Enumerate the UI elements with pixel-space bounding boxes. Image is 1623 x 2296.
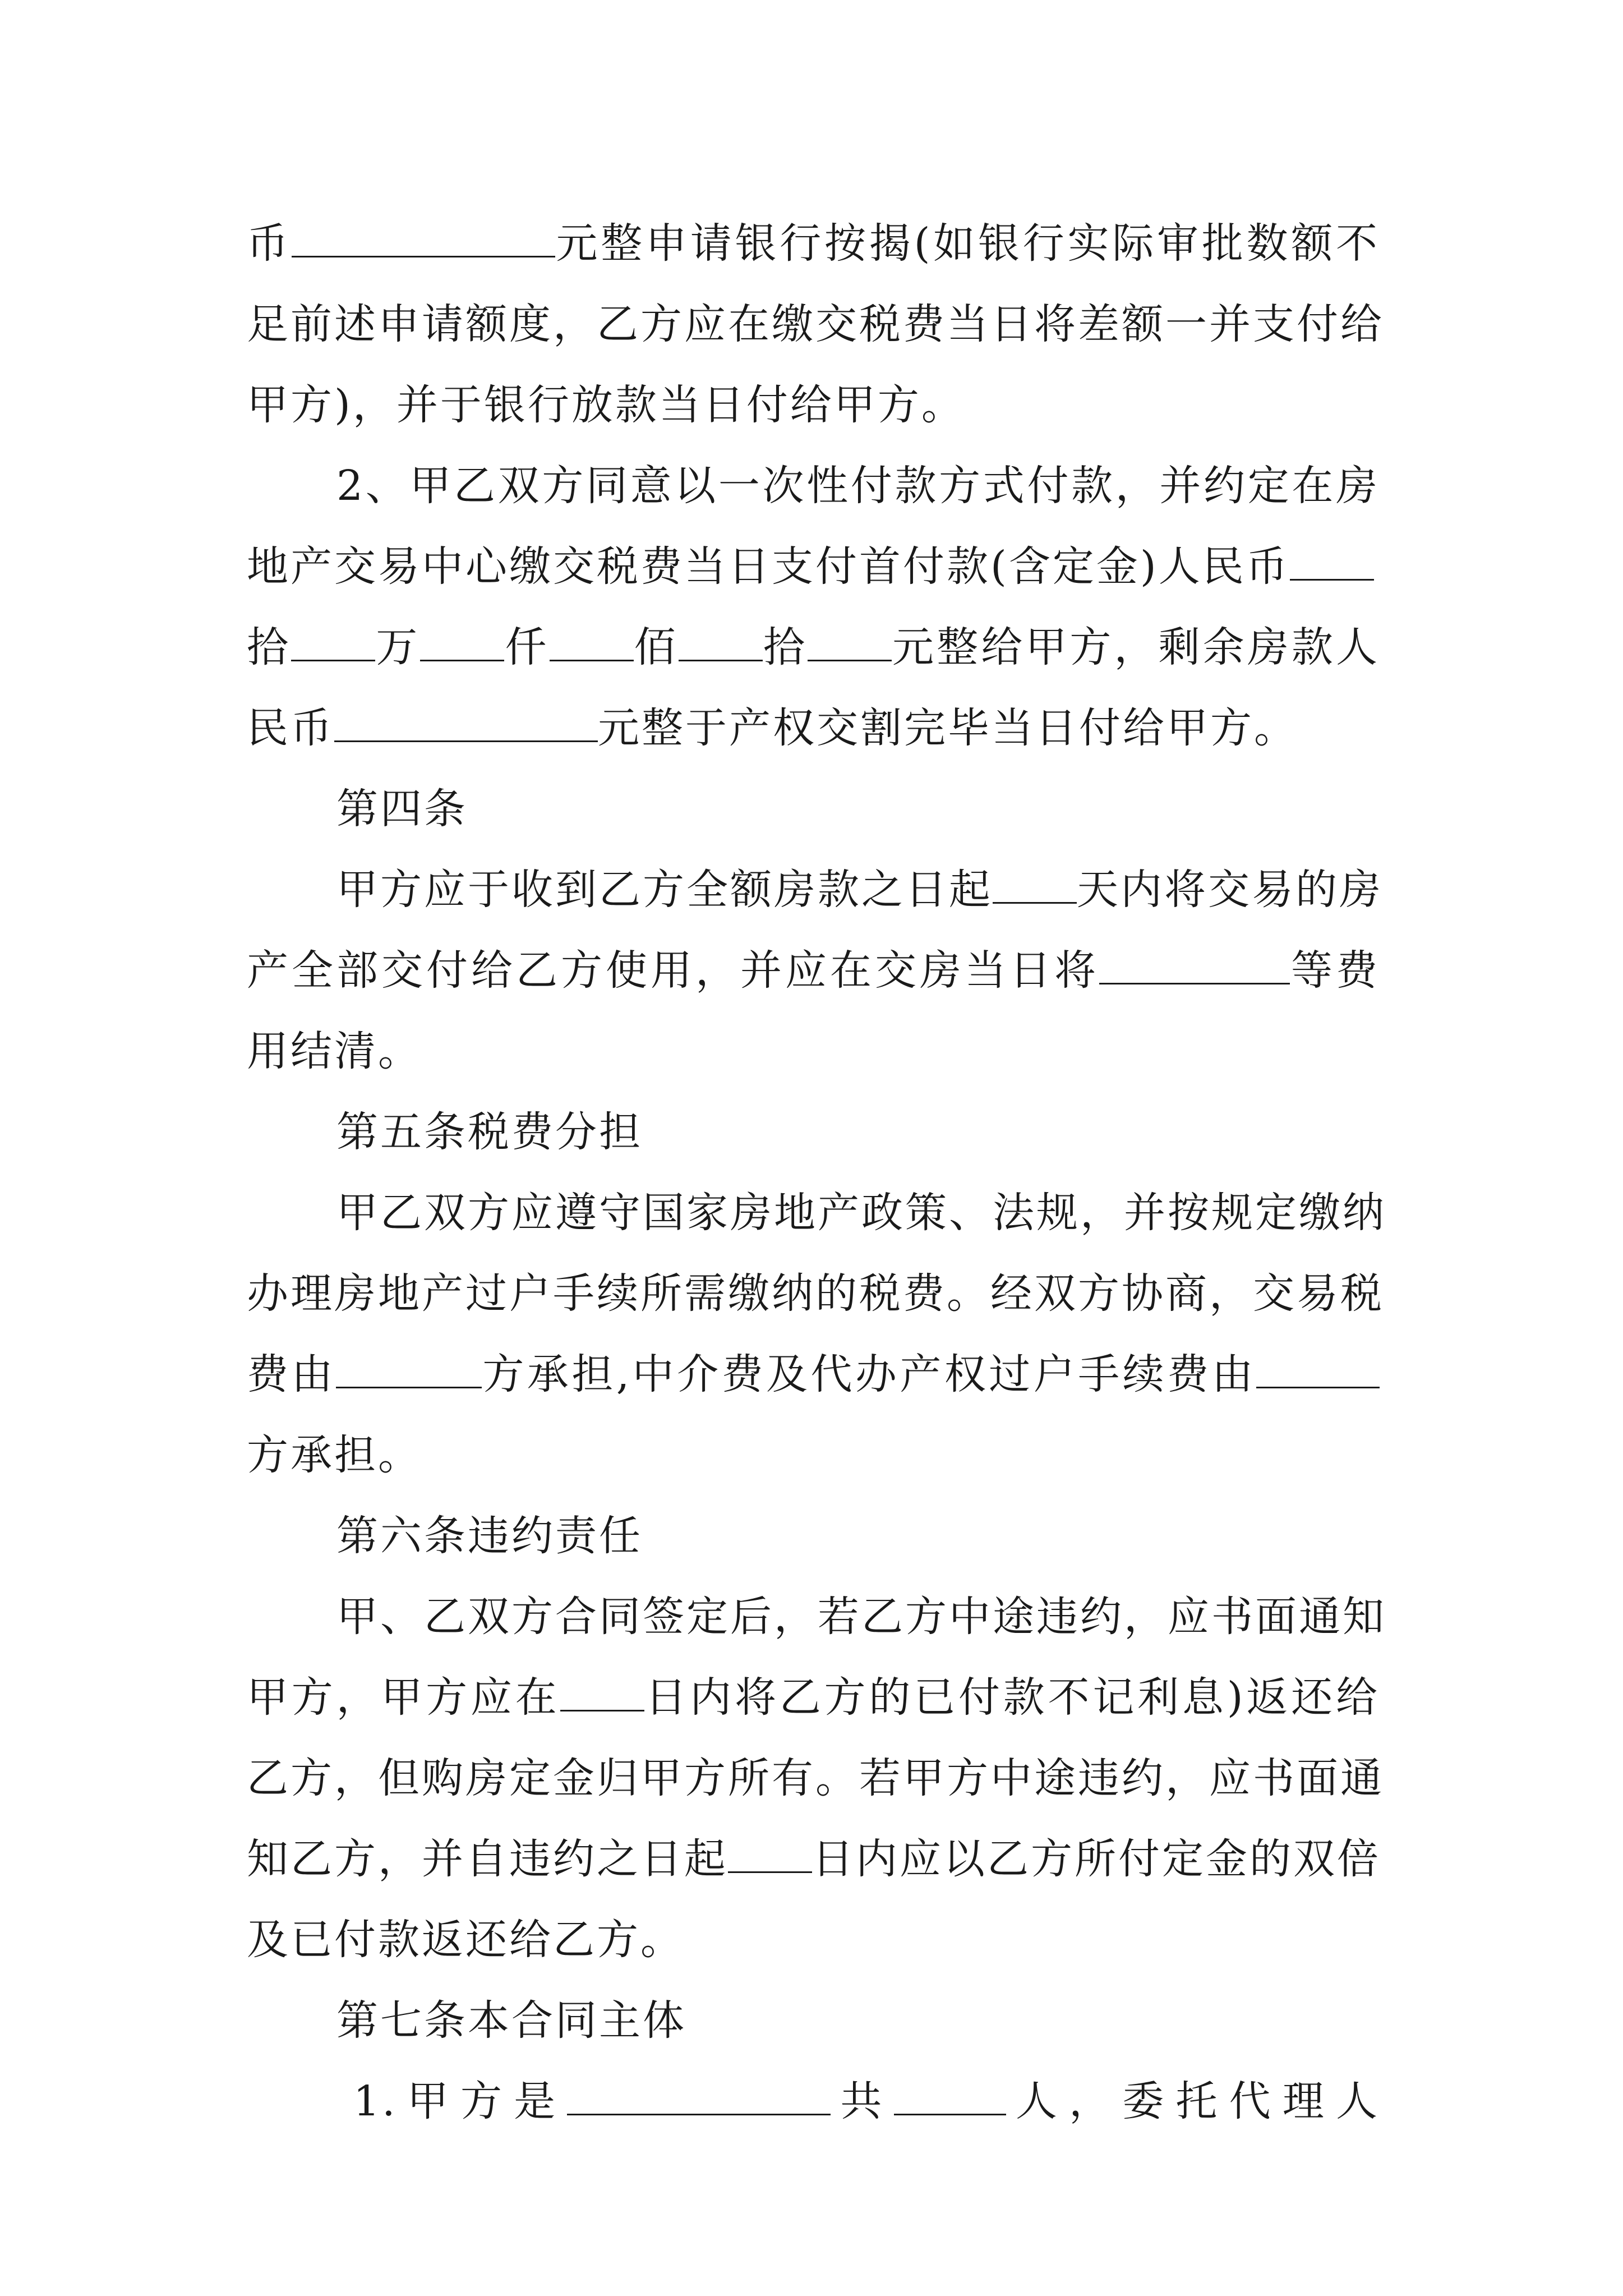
fill-blank [1099, 944, 1290, 984]
fill-blank [560, 1671, 644, 1711]
text-line: 足前述申请额度，乙方应在缴交税费当日将差额一并支付给 [247, 300, 1384, 348]
text-line: 地产交易中心缴交税费当日支付首付款(含定金)人民币 [247, 533, 1380, 600]
section-heading: 第七条本合同主体 [336, 1996, 686, 2045]
fill-blank [550, 620, 634, 661]
text-line: 费由 方承担,中介费及代办产权过户手续费由 [247, 1341, 1380, 1408]
text-line: 币 元整申请银行按揭(如银行实际审批数额不 [247, 210, 1380, 277]
section-heading: 第四条 [336, 785, 468, 833]
fill-blank [1256, 1347, 1380, 1388]
text-line: 拾 万 仟 佰 拾 元整给甲方，剩余房款人 [247, 614, 1380, 681]
text-line: 2、甲乙双方同意以一次性付款方式付款，并约定在房 [336, 462, 1380, 510]
text-line: 及已付款返还给乙方。 [247, 1916, 684, 1964]
fill-blank [894, 2074, 1006, 2115]
fill-blank [336, 1347, 482, 1388]
fill-blank [679, 620, 763, 661]
fill-blank [334, 701, 598, 742]
text-line: 1.甲方是 共 人，委托代理人 [353, 2068, 1380, 2135]
text-line: 甲方)，并于银行放款当日付给甲方。 [247, 381, 965, 429]
text-line: 用结清。 [247, 1027, 422, 1075]
text-line: 甲乙双方应遵守国家房地产政策、法规，并按规定缴纳 [336, 1189, 1386, 1237]
text-line: 乙方，但购房定金归甲方所有。若甲方中途违约，应书面通 [247, 1754, 1384, 1802]
section-heading: 第五条税费分担 [336, 1108, 643, 1156]
fill-blank [993, 863, 1077, 904]
fill-blank [808, 620, 892, 661]
fill-blank [1290, 540, 1374, 581]
text-line: 甲、乙双方合同签定后，若乙方中途违约，应书面通知 [336, 1593, 1386, 1641]
text-line: 知乙方，并自违约之日起 日内应以乙方所付定金的双倍 [247, 1825, 1380, 1893]
text-line: 产全部交付给乙方使用，并应在交房当日将 等费 [247, 937, 1380, 1004]
fill-blank [420, 620, 504, 661]
text-line: 甲方应于收到乙方全额房款之日起 天内将交易的房 [336, 856, 1380, 923]
text-line: 方承担。 [247, 1431, 422, 1479]
fill-blank [292, 217, 555, 257]
fill-blank [567, 2074, 831, 2115]
text-line: 民币 元整于产权交割完毕当日付给甲方。 [247, 694, 1380, 762]
text-line: 甲方，甲方应在 日内将乙方的已付款不记利息)返还给 [247, 1664, 1380, 1731]
text-line: 办理房地产过户手续所需缴纳的税费。经双方协商，交易税 [247, 1269, 1384, 1318]
fill-blank [728, 1832, 812, 1873]
section-heading: 第六条违约责任 [336, 1512, 643, 1560]
fill-blank [291, 620, 375, 661]
